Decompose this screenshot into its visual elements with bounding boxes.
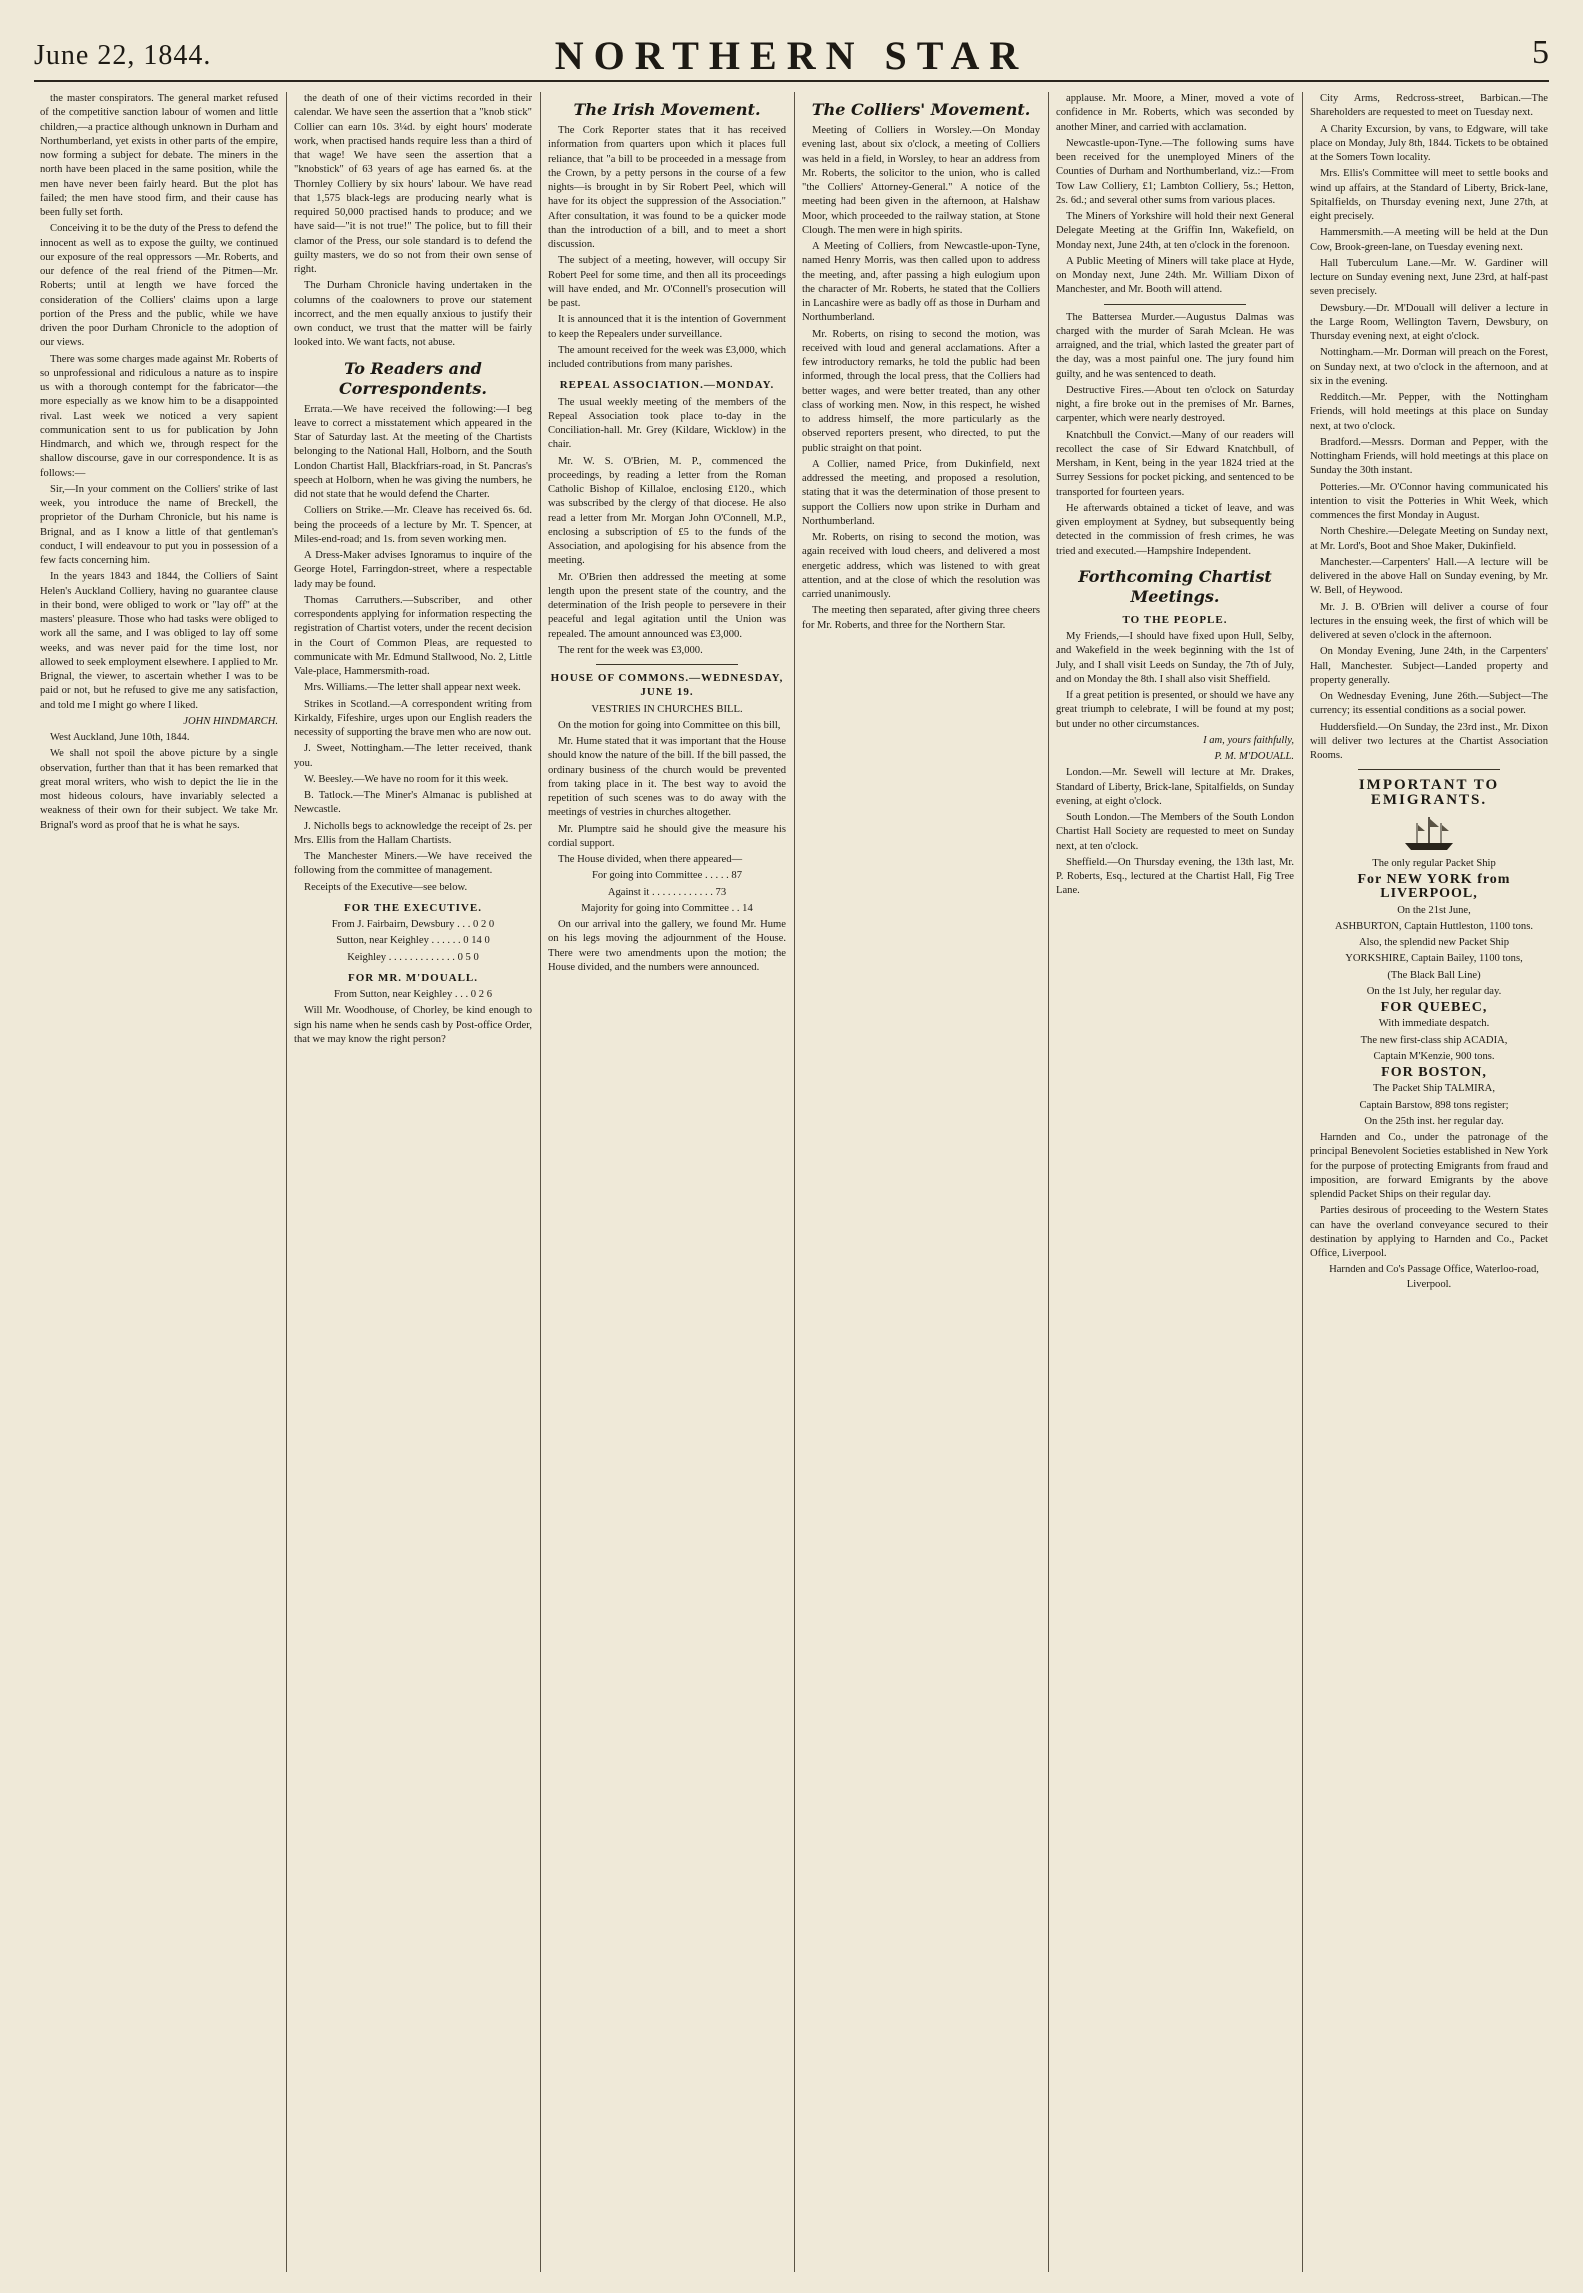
article-paragraph: A Public Meeting of Miners will take place at Hyde, on Monday next, June 24th. Mr. William Dixon of Manchester, and Mr. Booth will attend. bbox=[1056, 255, 1294, 296]
article-paragraph: The House divided, when there appeared— bbox=[558, 854, 743, 865]
masthead bbox=[34, 18, 1549, 82]
divider bbox=[1358, 769, 1501, 770]
division-row: For going into Committee . . . . . 87 bbox=[591, 870, 743, 882]
column-rule bbox=[286, 92, 287, 2272]
notice: W. Beesley.—We have no room for it this week. bbox=[304, 773, 509, 785]
article-paragraph: A Meeting of Colliers, from Newcastle-upon-Tyne, named Henry Morris, was then called upon to address the meeting, and, after passing a high eulogium upon the character of Mr. Roberts, he stated that the Colliers in Lancashire were as badly off as those in Durham and Northumberland. bbox=[802, 241, 1040, 324]
notice: A Charity Excursion, by vans, to Edgware, will take place on Monday, July 8th, 1844. Tickets to be obtained at the Somers Town locality. bbox=[1310, 123, 1548, 163]
notice: Mrs. Williams.—The letter shall appear next week. bbox=[304, 682, 521, 694]
section-heading-colliers: The Colliers' Movement. bbox=[811, 100, 1031, 119]
ad-line: FOR BOSTON, bbox=[1381, 1065, 1487, 1080]
column-3 bbox=[548, 92, 786, 2272]
article-paragraph: It is announced that it is the intention of Government to keep the Repealers under surveillance. bbox=[548, 314, 786, 340]
notice: On Monday Evening, June 24th, in the Carpenters' Hall, Manchester. Subject—Landed property and property generally. bbox=[1310, 646, 1548, 686]
column-rule bbox=[1048, 92, 1049, 2272]
ad-line: ASHBURTON, Captain Huttleston, 1100 tons. bbox=[1334, 920, 1533, 932]
notice: City Arms, Redcross-street, Barbican.—The Shareholders are requested to meet on Tuesday next. bbox=[1310, 93, 1548, 119]
article-paragraph: Mr. Roberts, on rising to second the motion, was again received with loud cheers, and delivered a most energetic address, which was listened to with great attention, and at the close of which the resolution was carried unanimously. bbox=[802, 532, 1040, 600]
section-heading-readers: To Readers and Correspondents. bbox=[339, 358, 487, 398]
ad-line: On the 21st June, bbox=[1397, 904, 1471, 916]
divider bbox=[596, 664, 739, 665]
ad-line: YORKSHIRE, Captain Bailey, 1100 tons, bbox=[1345, 953, 1523, 965]
column-1 bbox=[40, 92, 278, 2272]
sub-heading: TO THE PEOPLE. bbox=[1122, 613, 1228, 626]
article-paragraph: The rent for the week was £3,000. bbox=[558, 644, 703, 656]
notice: Receipts of the Executive—see below. bbox=[304, 881, 468, 893]
article-paragraph: Newcastle-upon-Tyne.—The following sums have been received for the unemployed Miners of the Counties of Durham and Northumberland, viz.:—From Tow Law Colliery, £1; Lambton Colliery, 5s.; Hetton, 2s. 6d.; and several other sums from various places. bbox=[1056, 137, 1294, 206]
receipt-row: From Sutton, near Keighley . . . 0 2 6 bbox=[333, 989, 492, 1000]
column-6 bbox=[1310, 92, 1548, 2272]
article-paragraph: On the motion for going into Committee on this bill, bbox=[558, 719, 781, 731]
page-number: 5 bbox=[1532, 34, 1549, 71]
ad-line: Also, the splendid new Packet Ship bbox=[1358, 937, 1510, 948]
notice: On Wednesday Evening, June 26th.—Subject—The currency; its essential conditions as a social power. bbox=[1310, 691, 1548, 717]
notice: Redditch.—Mr. Pepper, with the Nottingham Friends, will hold meetings at this place on Sunday next, at two o'clock. bbox=[1310, 392, 1548, 432]
article-paragraph: The usual weekly meeting of the members of the Repeal Association took place to-day in the Conciliation-hall. Mr. Grey (Kildare, Wicklow) in the chair. bbox=[548, 396, 786, 451]
notice: Mrs. Ellis's Committee will meet to settle books and wind up affairs, at the Standard of Liberty, Brick-lane, Spitalfields, on Thursday evening next, June 27th, at eight precisely. bbox=[1310, 168, 1548, 222]
ad-address: Harnden and Co's Passage Office, Waterloo-road, Liverpool. bbox=[1329, 1264, 1539, 1290]
article-paragraph: Mr. Plumptre said he should give the measure his cordial support. bbox=[548, 823, 786, 849]
notice: Sheffield.—On Thursday evening, the 13th last, Mr. P. Roberts, Esq., lectured at the Chartist Hall, Fig Tree Lane. bbox=[1056, 856, 1294, 897]
letter-place: West Auckland, June 10th, 1844. bbox=[50, 732, 190, 743]
issue-date: June 22, 1844. bbox=[34, 40, 212, 71]
ad-line: For NEW YORK from LIVERPOOL, bbox=[1357, 872, 1511, 902]
receipt-row: Keighley . . . . . . . . . . . . . 0 5 0 bbox=[347, 951, 479, 963]
notice: Hall Tuberculum Lane.—Mr. W. Gardiner will lecture on Sunday evening next, June 23rd, at half-past seven precisely. bbox=[1310, 257, 1548, 298]
notice: J. Sweet, Nottingham.—The letter received, thank you. bbox=[294, 743, 532, 769]
ad-line: The Packet Ship TALMIRA, bbox=[1373, 1083, 1495, 1095]
division-row: Majority for going into Committee . . 14 bbox=[581, 902, 753, 914]
article-paragraph: applause. Mr. Moore, a Miner, moved a vote of confidence in Mr. Roberts, which was seconded by another Miner, and carried with acclamation. bbox=[1056, 93, 1294, 133]
article-paragraph: the master conspirators. The general market refused of the competitive sanction labour of women and little children,—a practice although unknown in Durham and Northumberland, yet exists in other parts of the empire, now forming a subject for debate. The miners in the north have been placed in the same position, while the men have never been fairly heard. But the plot has failed; the men have stood firm, and their cause has been fully set forth. bbox=[40, 93, 278, 218]
ad-line: Captain M'Kenzie, 900 tons. bbox=[1373, 1050, 1495, 1062]
column-5 bbox=[1056, 92, 1294, 2272]
column-2 bbox=[294, 92, 532, 2272]
letter-signature: JOHN HINDMARCH. bbox=[183, 715, 278, 727]
article-paragraph: The meeting then separated, after giving three cheers for Mr. Roberts, and three for the Northern Star. bbox=[802, 605, 1040, 631]
emigrants-ad-title: IMPORTANT TO EMIGRANTS. bbox=[1358, 777, 1500, 808]
notice: North Cheshire.—Delegate Meeting on Sunday next, at Mr. Lord's, Boot and Shoe Maker, Dukinfield. bbox=[1310, 526, 1548, 552]
article-paragraph: The subject of a meeting, however, will occupy Sir Robert Peel for some time, and then all its proceedings will have ended, and Mr. O'Connell's prosecution will be past. bbox=[548, 255, 786, 309]
sub-heading: HOUSE OF COMMONS.—WEDNESDAY, JUNE 19. bbox=[550, 672, 784, 699]
letter-salutation: Sir,—In your comment on the Colliers' strike of last week, you introduce the name of Breckell, the proprietor of the Durham Chronicle, but his name is Brignal, and as I know a little of that gentleman's conduct, I will endeavour to put you in possession of a few facts concerning him. bbox=[40, 483, 278, 566]
article-paragraph: the death of one of their victims recorded in their calendar. We have seen the assertion that a "knob stick" Collier can earn 10s. 3¼d. by eight hours' moderate work, when practised hands require less than a third of that wage! We have seen the assertion that a "knobstick" of 63 years of age has earned 6s. at the Thornley Colliery by six hours' labour. We have read that 1,575 black-legs are producing nearly what is required 50,000 practised hands to produce; and we have said—"it is not true!" The police, but to fill their clamor of the Press, our sole standard is to defend the guilty masters, we do so not from their own sense of right. bbox=[294, 93, 532, 275]
ship-icon bbox=[1399, 813, 1459, 853]
column-rule bbox=[794, 92, 795, 2272]
notice: Bradford.—Messrs. Dorman and Pepper, with the Nottingham Friends, will hold meetings at this place on Sunday the 30th instant. bbox=[1310, 436, 1548, 477]
article-paragraph: The amount received for the week was £3,000, which included contributions from many parishes. bbox=[548, 344, 786, 370]
divider bbox=[1104, 304, 1247, 305]
division-row: Against it . . . . . . . . . . . . 73 bbox=[607, 886, 727, 898]
notice: London.—Mr. Sewell will lecture at Mr. Drakes, Standard of Liberty, Brick-lane, Spitalfields, on Sunday evening, at eight o'clock. bbox=[1056, 767, 1294, 807]
notice: Huddersfield.—On Sunday, the 23rd inst., Mr. Dixon will deliver two lectures at the Chartist Association Rooms. bbox=[1310, 721, 1548, 761]
notice: Manchester.—Carpenters' Hall.—A lecture will be delivered in the above Hall on Sunday evening, by Mr. W. Bell, of Heywood. bbox=[1310, 556, 1548, 597]
notice: South London.—The Members of the South London Chartist Hall Society are requested to meet on Sunday next, at ten o'clock. bbox=[1056, 812, 1294, 852]
article-paragraph: He afterwards obtained a ticket of leave, and was given employment at Sydney, but subsequently being detected in the commission of fresh crimes, he was tried and executed.—Hampshire Independent. bbox=[1056, 502, 1294, 557]
notice: Colliers on Strike.—Mr. Cleave has received 6s. 6d. being the proceeds of a lecture by Mr. T. Spencer, at Miles-end-road; and 1s. from seven working men. bbox=[294, 505, 532, 545]
article-paragraph: Destructive Fires.—About ten o'clock on Saturday night, a fire broke out in the premises of Mr. Barnes, carpenter, which were nearly destroyed. bbox=[1056, 384, 1294, 425]
article-paragraph: The Battersea Murder.—Augustus Dalmas was charged with the murder of Sarah Mclean. He was arraigned, and the trial, which lasted the greater part of the day, was a most painful one. The jury found him guilty, and he was sentenced to death. bbox=[1056, 311, 1294, 380]
receipt-row: From J. Fairbairn, Dewsbury . . . 0 2 0 bbox=[331, 919, 495, 930]
article-paragraph: The Durham Chronicle having undertaken in the columns of the coalowners to prove our statement incorrect, and the men equally anxious to justify their own conduct, we trust that the matter will be fairly looked into. We want facts, not abuse. bbox=[294, 280, 532, 349]
notice: Strikes in Scotland.—A correspondent writing from Kirkaldy, Fifeshire, urges upon our English readers the necessity of supporting the brave men who are now out. bbox=[294, 698, 532, 738]
sub-heading-minor: VESTRIES IN CHURCHES BILL. bbox=[591, 703, 743, 715]
article-paragraph: Mr. W. S. O'Brien, M. P., commenced the proceedings, by reading a letter from the Roman Catholic Bishop of Killaloe, enclosing £120., which was subscribed by the clergy of that diocese. He also read a letter from Mr. Morgan John O'Connell, M.P., enclosing a subscription of £5 to the funds of the Association, and apologising for his absence from the meeting. bbox=[548, 455, 786, 567]
newspaper-title: NORTHERN STAR bbox=[554, 33, 1029, 78]
receipt-row: Sutton, near Keighley . . . . . . 0 14 0 bbox=[336, 935, 490, 947]
ad-line: On the 1st July, her regular day. bbox=[1366, 985, 1502, 997]
article-paragraph: Conceiving it to be the duty of the Press to defend the innocent as well as to expose the guilty, we continued our exposure of the real oppressors —Mr. Roberts, and our defence of the real friend of the Pitmen—Mr. Roberts; until at length we have forced the consideration of the Colliers' claims upon a large portion of the Press and the public, while we have driven the poor Durham Chronicle to the adoption of our views. bbox=[40, 223, 278, 349]
receipts-heading: FOR THE EXECUTIVE. bbox=[344, 901, 482, 914]
ad-line: With immediate despatch. bbox=[1378, 1018, 1490, 1030]
article-paragraph: We shall not spoil the above picture by a single observation, further than that it has been remarked that great moral writers, who wish to depict the lie in the most hideous colours, have invariably selected a weakness of their own for their subject. We take Mr. Brignal's word as proof that he is what he says. bbox=[40, 748, 278, 831]
notice: Mr. J. B. O'Brien will deliver a course of four lectures in the ensuing week, the first of which will be delivered at seven o'clock in the afternoon. bbox=[1310, 601, 1548, 641]
column-rule bbox=[540, 92, 541, 2272]
notice: Errata.—We have received the following:—I beg leave to correct a misstatement which appeared in the Star of Saturday last. At the meeting of the Chartists belonging to the National Hall, Holborn, and the South London Chartist Hall, Blackfriars-road, in St. Pancras's speech at Holborn, when he was giving the numbers, he did not state that he would defend the Charter. bbox=[294, 403, 532, 500]
section-heading-meetings: Forthcoming Chartist Meetings. bbox=[1078, 566, 1272, 606]
ad-line: The new first-class ship ACADIA, bbox=[1360, 1034, 1508, 1046]
receipts-heading: FOR MR. M'DOUALL. bbox=[347, 971, 479, 984]
letter-body: My Friends,—I should have fixed upon Hull, Selby, and Wakefield in the week beginning with the 1st of July, and I shall visit Leeds on Sunday, the 7th of July, and on Monday the 8th. I shall also visit Sheffield. bbox=[1056, 631, 1294, 685]
article-paragraph: There was some charges made against Mr. Roberts of so unprofessional and ridiculous a nature as to inspire us with a thorough contempt for the fabricator—the more especially as we know him to be a disappointed rival. Last week we noticed a very sapient communication sent to us for publication by John Hindmarch, and which we, through respect for the shallow discourse, gave in our correspondence. It is as follows:— bbox=[40, 353, 278, 479]
notice: Will Mr. Woodhouse, of Chorley, be kind enough to sign his name when he sends cash by Post-office Order, that we may know the right person? bbox=[294, 1005, 532, 1045]
article-paragraph: The Cork Reporter states that it has received information from quarters upon which it places full reliance, that "a bill to be proceeded in a message from the Crown, by a petty persons in the course of a few nights—is brought in by Sir Robert Peel, which will have for its object the suppression of the Association." After consultation, it was found to be a quicker mode than the introduction of a bill, and to meet a short discussion. bbox=[548, 125, 786, 250]
notice: Potteries.—Mr. O'Connor having communicated his intention to visit the Potteries in Whit Week, which commences the first Monday in August. bbox=[1310, 481, 1548, 521]
letter-body: If a great petition is presented, or should we have any great triumph to celebrate, I will be found at my post; but under no other circumstances. bbox=[1056, 690, 1294, 730]
article-paragraph: Knatchbull the Convict.—Many of our readers will recollect the case of Sir Edward Knatchbull, of Mersham, in Kent, being in the year 1824 tried at the Surrey Sessions for pocket picking, and sentenced to be transported for fourteen years. bbox=[1056, 429, 1294, 498]
letter-signature: P. M. M'DOUALL. bbox=[1214, 751, 1294, 762]
notice: Dewsbury.—Dr. M'Douall will deliver a lecture in the Large Room, Wellington Tavern, Dewsbury, on Thursday evening next, at eight o'clock. bbox=[1310, 302, 1548, 342]
notice: Nottingham.—Mr. Dorman will preach on the Forest, on Sunday next, at two o'clock in the afternoon, and at six in the evening. bbox=[1310, 347, 1548, 387]
section-heading-irish: The Irish Movement. bbox=[573, 100, 761, 119]
article-paragraph: Mr. Hume stated that it was important that the House should know the nature of the bill. If the bill passed, the ordinary business of the church would be prevented from taking place in it. The best way to avoid the repetition of such scenes was to do away with the meetings of vestries in churches altogether. bbox=[548, 736, 786, 819]
ad-body: Parties desirous of proceeding to the Western States can have the overland conveyance secured to their destination by applying to Harnden and Co., Packet Office, Liverpool. bbox=[1310, 1205, 1548, 1259]
ad-line: On the 25th inst. her regular day. bbox=[1364, 1115, 1504, 1127]
ad-body: Harnden and Co., under the patronage of the principal Benevolent Societies established in New York for the purpose of protecting Emigrants from fraud and imposition, are forward Emigrants by the above splendid Packet Ships on their regular day. bbox=[1310, 1132, 1548, 1200]
notice: Hammersmith.—A meeting will be held at the Dun Cow, Brook-green-lane, on Tuesday evening next. bbox=[1310, 227, 1548, 253]
ad-line: FOR QUEBEC, bbox=[1380, 1000, 1488, 1015]
notice: B. Tatlock.—The Miner's Almanac is published at Newcastle. bbox=[294, 790, 532, 816]
article-paragraph: Mr. O'Brien then addressed the meeting at some length upon the present state of the country, and the determination of the Irish people to persevere in their peaceful and legal agitation until the Union was repealed. The amount announced was £3,000. bbox=[548, 571, 786, 640]
article-paragraph: Meeting of Colliers in Worsley.—On Monday evening last, about six o'clock, a meeting of Colliers was held in a field, in Worsley, to hear an address from Mr. Roberts, the solicitor to the union, who is called "the Colliers' Attorney-General." A notice of the meeting had been given in the afternoon, at Halshaw Moor, which proceeded to the railway station, at Stone Clough. The men were in high spirits. bbox=[802, 125, 1040, 236]
notice: The Manchester Miners.—We have received the following from the committee of management. bbox=[294, 851, 532, 877]
notice: A Dress-Maker advises Ignoramus to inquire of the George Hotel, Farringdon-street, where a respectable lady may be found. bbox=[294, 550, 532, 590]
ad-line: (The Black Ball Line) bbox=[1387, 969, 1481, 981]
article-paragraph: On our arrival into the gallery, we found Mr. Hume on his legs moving the adjournment of the House. There were two amendments upon the motion; the House divided, and the numbers were announced. bbox=[548, 919, 786, 973]
column-4 bbox=[802, 92, 1040, 2272]
article-paragraph: The Miners of Yorkshire will hold their next General Delegate Meeting at the Griffin Inn, Wakefield, on Monday next, June 24th, at ten o'clock in the forenoon. bbox=[1056, 211, 1294, 251]
letter-signature: I am, yours faithfully, bbox=[1203, 734, 1294, 746]
ad-line: Captain Barstow, 898 tons register; bbox=[1359, 1099, 1509, 1111]
column-rule bbox=[1302, 92, 1303, 2272]
letter-body: In the years 1843 and 1844, the Colliers of Saint Helen's Auckland Colliery, having no guarantee clause in their bond, were obliged to work or "lay off" at the masters' pleasure. Those who had tasks were obliged to work all the same, and I was obliged to lay off some weeks, and was never paid for the time lost, nor allowed to seek employment elsewhere. I applied to Mr. Brignal, the viewer, to ascertain whether I was to be paid or not, but he refused to give me any satisfaction, and told me I might go where I liked. bbox=[40, 571, 278, 711]
ad-line: The only regular Packet Ship bbox=[1372, 857, 1496, 869]
sub-heading: REPEAL ASSOCIATION.—MONDAY. bbox=[559, 379, 775, 392]
notice: Thomas Carruthers.—Subscriber, and other correspondents applying for information respecting the registration of Chartist voters, under the recent decision in the Court of Common Pleas, are requested to communicate with Mr. Edmund Stallwood, No. 2, Little Vale-place, Hammersmith-road. bbox=[294, 594, 532, 677]
article-paragraph: A Collier, named Price, from Dukinfield, next addressed the meeting, and proposed a resolution, stating that it was the determination of those present to support the Colliers now upon strike in Durham and Northumberland. bbox=[802, 458, 1040, 527]
article-paragraph: Mr. Roberts, on rising to second the motion, was received with loud and general acclamations. After a few introductory remarks, he told the public had been informed, through the local press, that the Colliers had better wages, and were better treated, than any other class of working men. Now, in this respect, he wished to address himself, the more particularly as the observed reporters present, who directed, to put the public straight on that point. bbox=[802, 328, 1040, 454]
notice: J. Nicholls begs to acknowledge the receipt of 2s. per Mrs. Ellis from the Hallam Chartists. bbox=[294, 820, 532, 846]
